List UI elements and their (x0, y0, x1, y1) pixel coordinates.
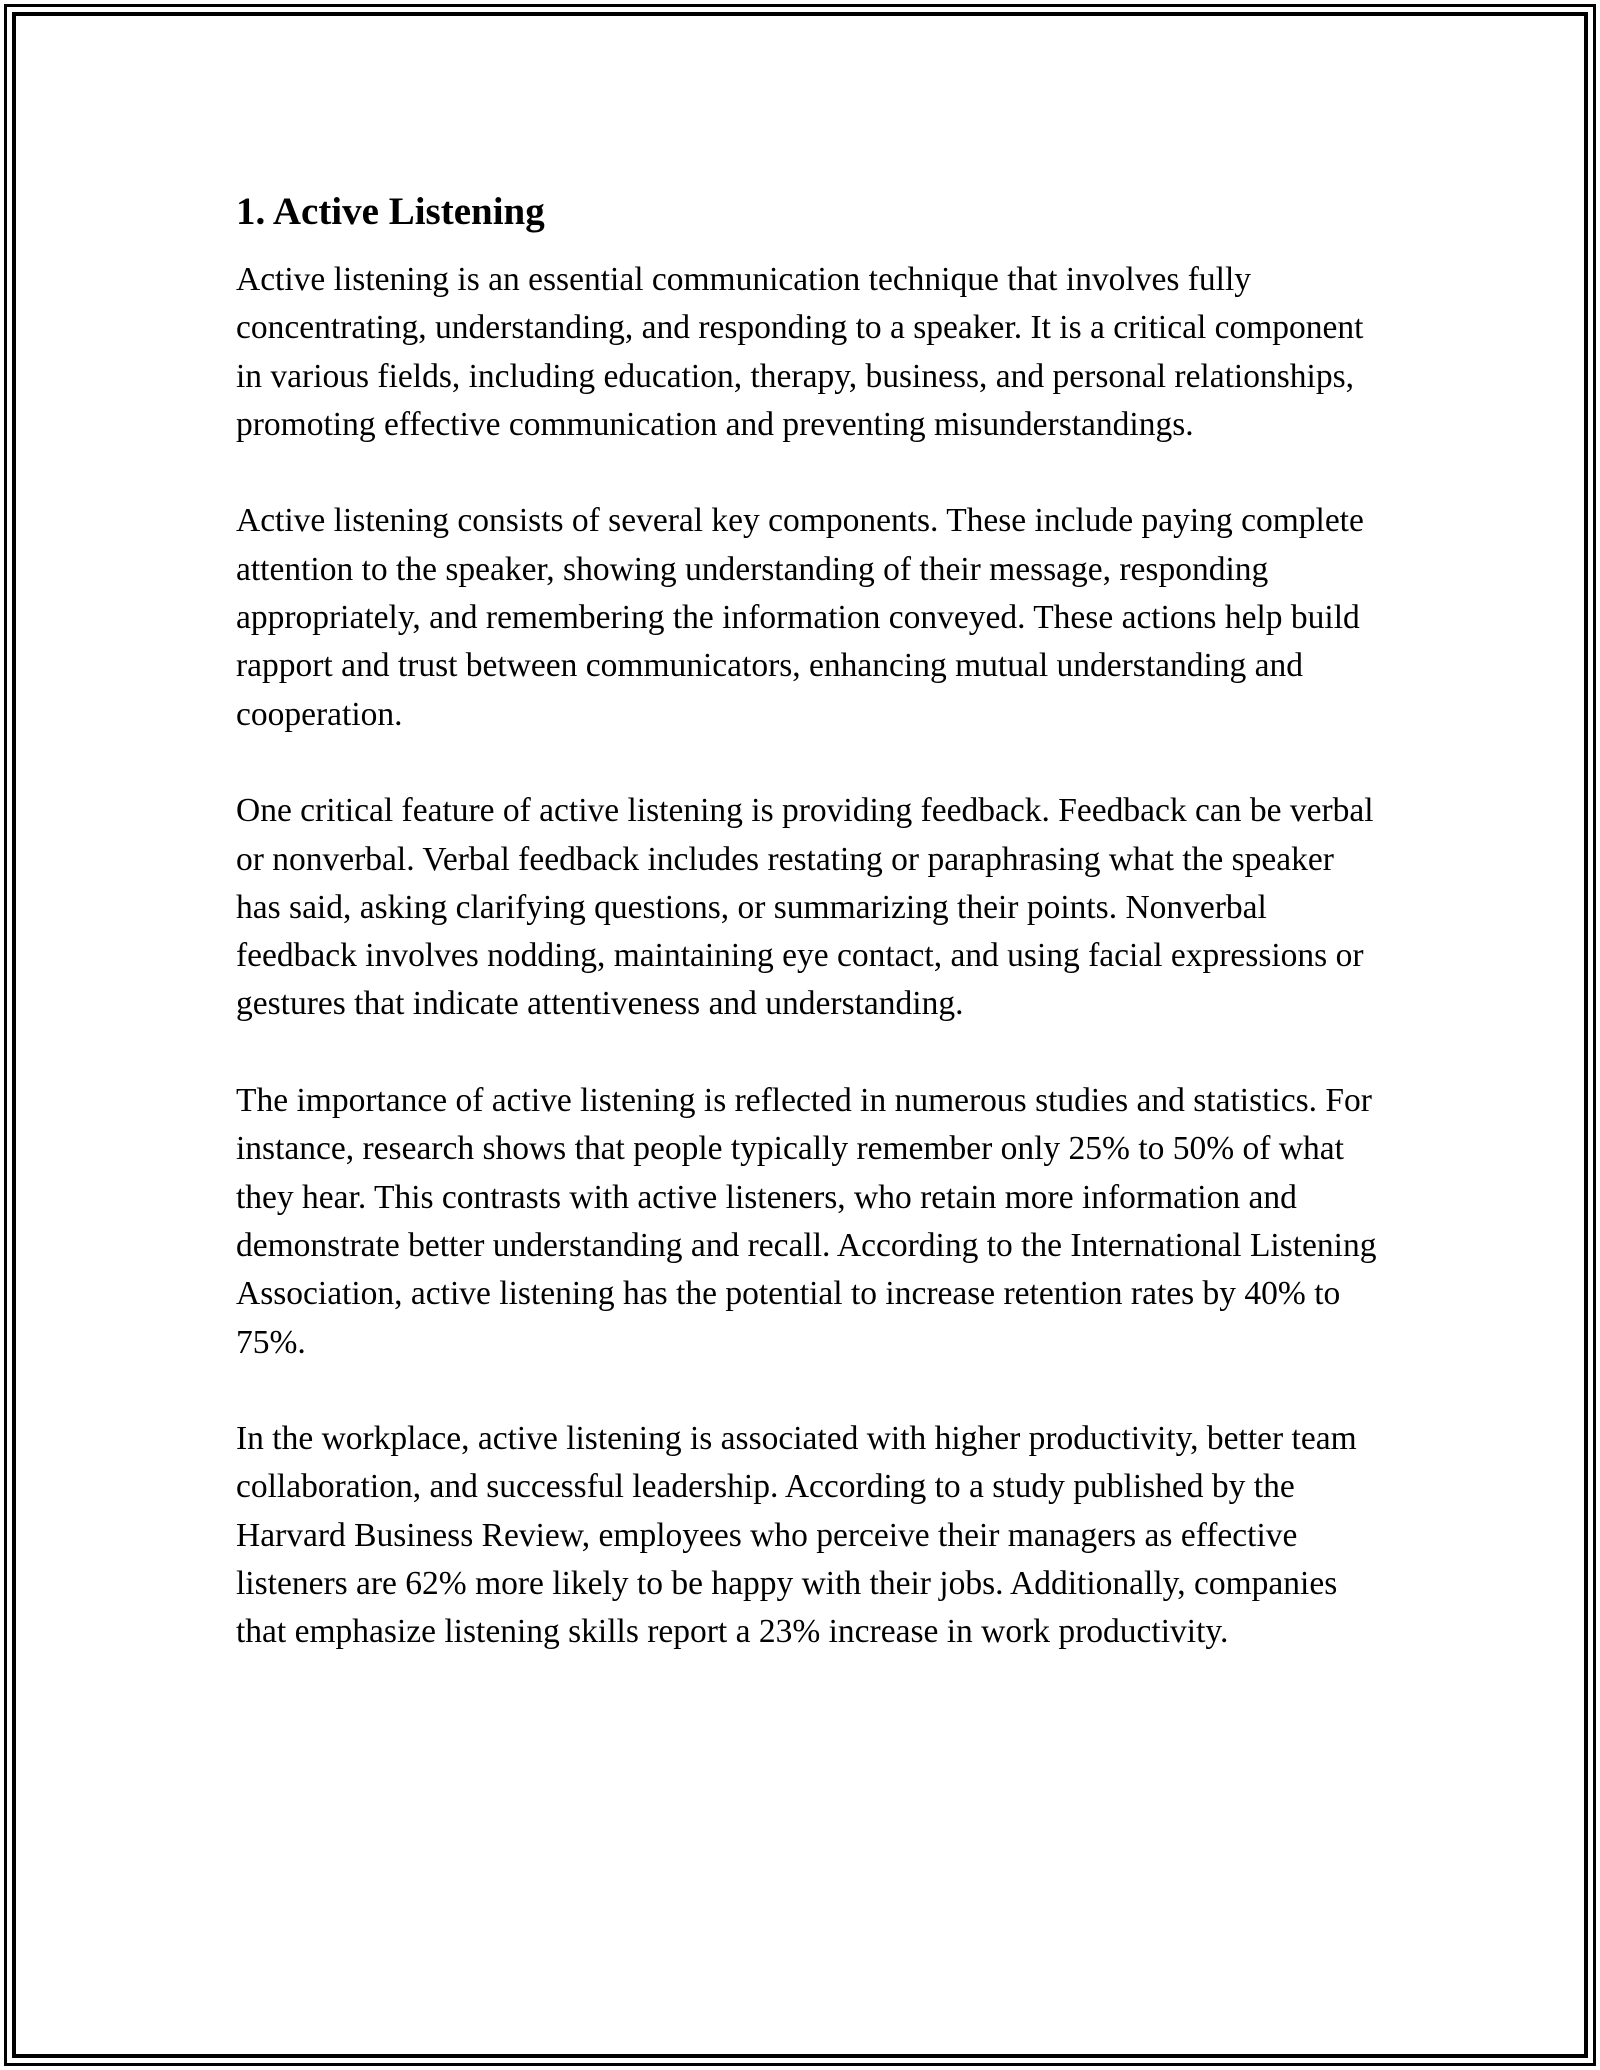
paragraph-definition: Active listening is an essential communication technique that involves fully concentrating, understanding, and responding to a speaker. It is a critical component in various fields, including education, therapy, business, and personal relationships, promoting effective communication and preventing misunderstandings. (236, 261, 1364, 443)
paragraph-importance: The importance of active listening is reflected in numerous studies and statistics. For instance, research shows that people typically remember only 25% to 50% of what they hear. This contrasts with active listeners, who retain more information and demonstrate better understanding and recall. According to the International Listening Association, active listening has the potential to increase retention rates by 40% to 75%. (236, 1082, 1377, 1361)
document-body (236, 184, 1386, 1705)
section-heading: 1. Active Listening (236, 190, 545, 233)
paragraph-workplace: In the workplace, active listening is associated with higher productivity, better team collaboration, and successful leadership. According to a study published by the Harvard Business Review, employees who perceive their managers as effective listeners are 62% more likely to be happy with their jobs. Additionally, companies that emphasize listening skills report a 23% increase in work productivity. (236, 1420, 1357, 1651)
paragraph-feedback: One critical feature of active listening is providing feedback. Feedback can be verbal or nonverbal. Verbal feedback includes restating or paraphrasing what the speaker has said, asking clarifying questions, or summarizing their points. Nonverbal feedback involves nodding, maintaining eye contact, and using facial expressions or gestures that indicate attentiveness and understanding. (236, 792, 1374, 1023)
paragraph-key-components: Active listening consists of several key components. These include paying complete attention to the speaker, showing understanding of their message, responding appropriately, and remembering the information conveyed. These actions help build rapport and trust between communicators, enhancing mutual understanding and cooperation. (236, 502, 1364, 733)
